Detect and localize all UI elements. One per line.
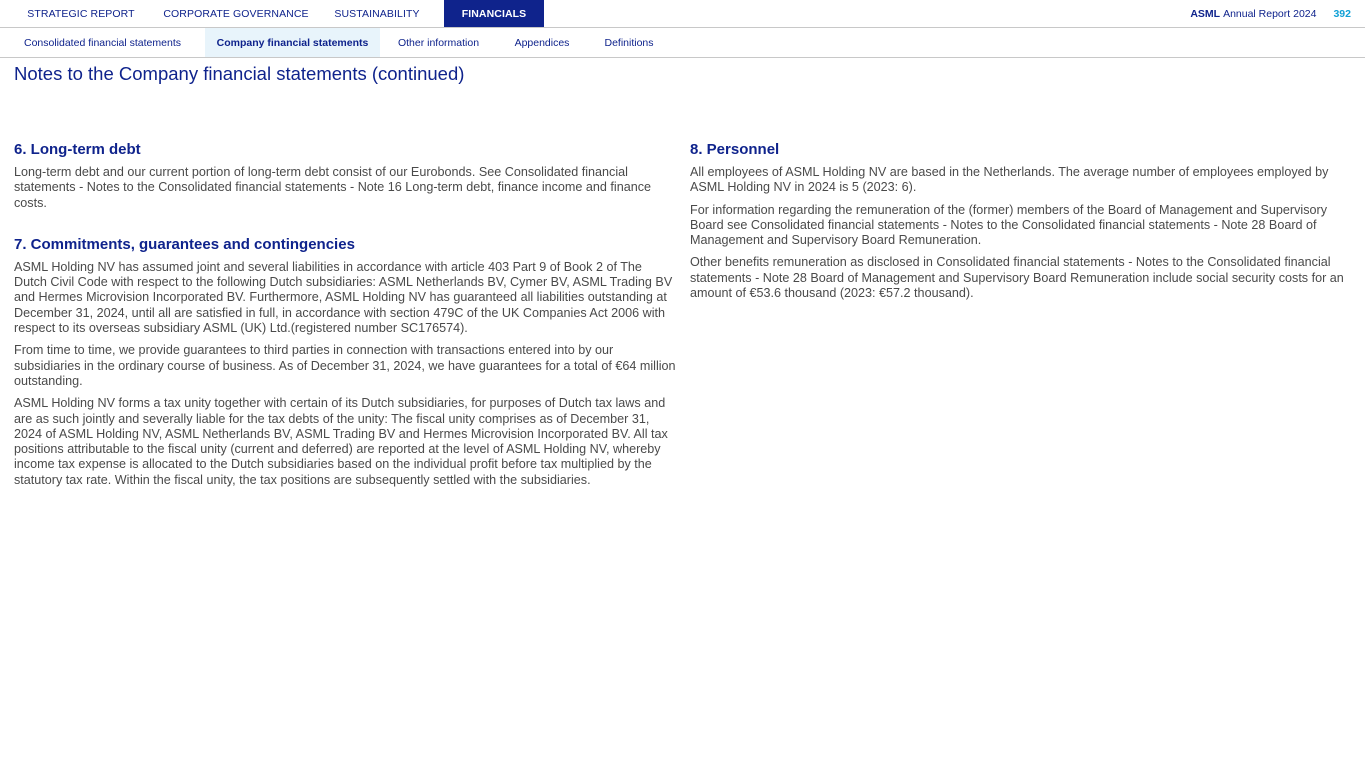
- brand-report-title: Annual Report 2024: [1223, 7, 1317, 20]
- paragraph: From time to time, we provide guarantees to third parties in connection with transactions entered into by our subsidiaries in the ordinary course of business. As of December 31, 2024, we have guarantees for a total of €64 million outstanding.: [14, 343, 676, 388]
- top-navigation: [0, 0, 1365, 28]
- page-title: Notes to the Company financial statements (continued): [14, 63, 465, 84]
- paragraph: Long-term debt and our current portion of long-term debt consist of our Eurobonds. See Consolidated financial statements - Notes to the Consolidated financial statements - Note 16 Long-term debt, finance income and finance costs.: [14, 165, 652, 210]
- report-brand: [1190, 0, 1351, 27]
- paragraph: Other benefits remuneration as disclosed in Consolidated financial statements - Notes to the Consolidated financial statements - Note 28 Board of Management and Supervisory Board Remuneration include social security costs for an amount of €53.6 thousand (2023: €57.2 thousand).: [690, 255, 1344, 301]
- tab-sustainability[interactable]: SUSTAINABILITY: [334, 7, 420, 20]
- page-number: 392: [1333, 7, 1351, 20]
- tab-corporate-governance[interactable]: CORPORATE GOVERNANCE: [163, 7, 309, 20]
- subtab-consolidated-financial-statements[interactable]: Consolidated financial statements: [23, 36, 181, 49]
- subtab-definitions[interactable]: Definitions: [604, 36, 654, 49]
- section-heading: 8. Personnel: [690, 141, 780, 158]
- section-heading: 7. Commitments, guarantees and contingencies: [14, 235, 355, 253]
- section-heading: 6. Long-term debt: [14, 141, 141, 158]
- paragraph: For information regarding the remuneration of the (former) members of the Board of Management and Supervisory Board see Consolidated financial statements - Notes to the Consolidated financial statements - Note 28 Board of Management and Supervisory Board Remuneration.: [690, 202, 1327, 248]
- subtab-appendices[interactable]: Appendices: [514, 36, 570, 49]
- tab-strategic-report[interactable]: STRATEGIC REPORT: [27, 7, 135, 20]
- section-commitments: [14, 235, 676, 488]
- tab-financials[interactable]: FINANCIALS: [444, 0, 544, 27]
- paragraph: All employees of ASML Holding NV are based in the Netherlands. The average number of employees employed by ASML Holding NV in 2024 is 5 (2023: 6).: [690, 165, 1329, 195]
- paragraph: ASML Holding NV has assumed joint and several liabilities in accordance with article 403 Part 9 of Book 2 of The Dutch Civil Code with respect to the following Dutch subsidiaries: ASML Netherlands BV, Cymer BV, ASML Trading BV and Hermes Microvision Incorporated BV. Furthermore, ASML Holding NV has guaranteed all liabilities outstanding at December 31, 2024, until all are satisfied in full, in accordance with section 479C of the UK Companies Act 2006 with respect to its overseas subsidiary ASML (UK) Ltd.(registered number SC176574).: [14, 259, 673, 336]
- paragraph: ASML Holding NV forms a tax unity together with certain of its Dutch subsidiaries, for purposes of Dutch tax laws and are as such jointly and severally liable for the tax debts of the unity: The fiscal unity comprises as of December 31, 2024 of ASML Holding NV, ASML Netherlands BV, ASML Trading BV and Hermes Microvision Incorporated BV. All tax positions attributable to the fiscal unity (current and deferred) are reported at the level of ASML Holding NV, whereby income tax expense is allocated to the Dutch subsidiaries based on the individual profit before tax multiplied by the statutory tax rate. Within the fiscal unity, the tax positions are subsequently settled with the subsidiaries.: [14, 396, 668, 487]
- brand-logo-text: ASML: [1190, 7, 1221, 20]
- left-column: [14, 140, 676, 512]
- sub-navigation: [0, 28, 1365, 58]
- right-column: [690, 140, 1352, 325]
- section-personnel: [690, 140, 1352, 301]
- section-long-term-debt: [14, 140, 676, 211]
- subtab-other-information[interactable]: Other information: [397, 36, 480, 49]
- subtab-company-financial-statements[interactable]: Company financial statements: [205, 28, 380, 57]
